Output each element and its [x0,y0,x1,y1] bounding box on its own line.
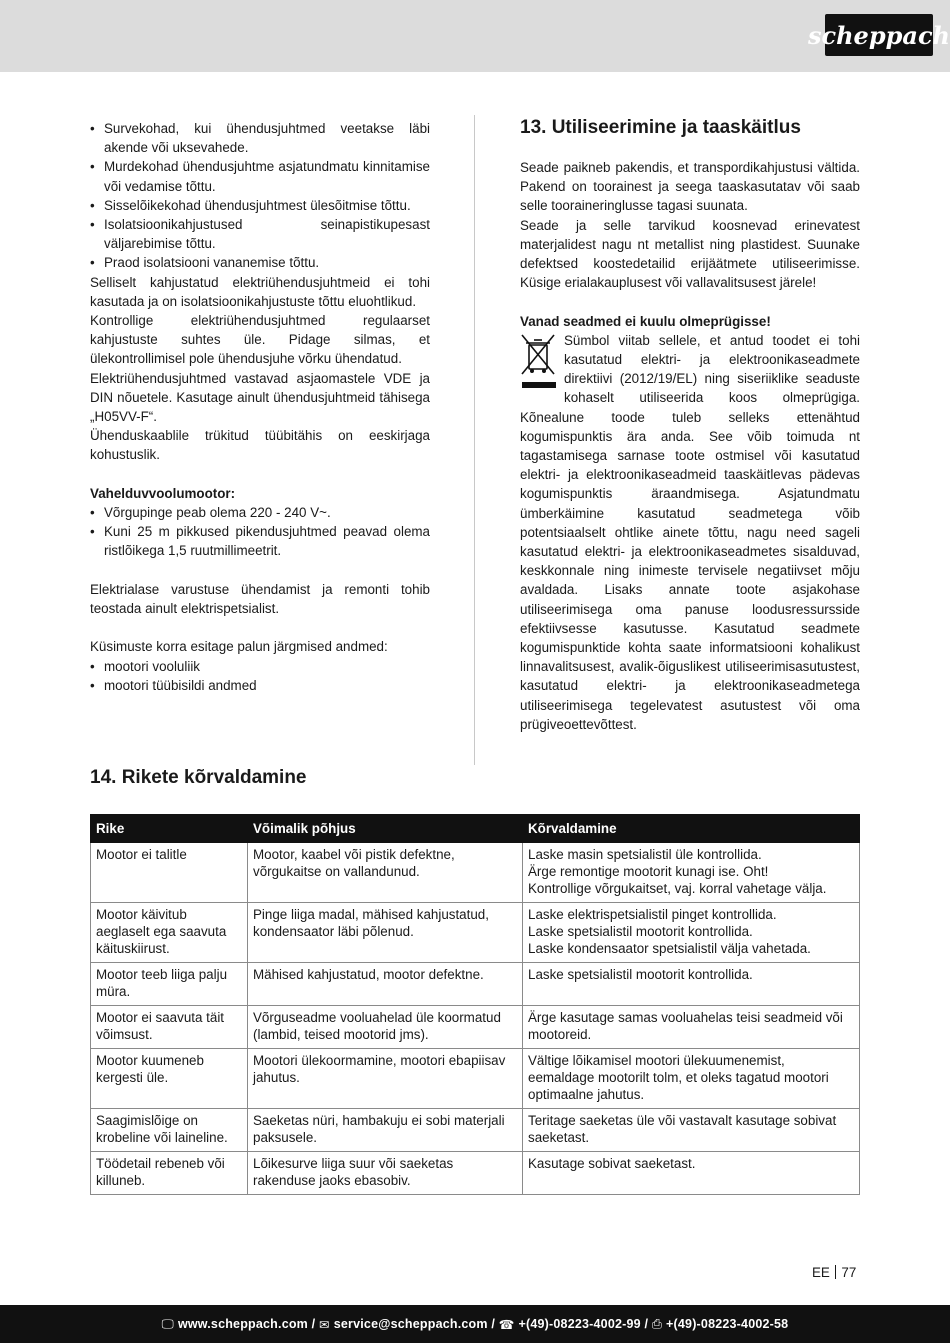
section-14-heading: 14. Rikete kõrvaldamine [90,767,307,788]
list-item: • Kuni 25 m pikkused pikendusjuhtmed peavad olema ristlõikega 1,5 ruutmillimeetrit. [90,522,430,560]
remedy-cell [523,1006,860,1049]
paragraph: Ühenduskaablile trükitud tüübitähis on eeskirjaga kohustuslik. [90,428,430,463]
phone-icon: ☎ [498,1317,515,1332]
remedy-cell [523,843,860,903]
paragraph: Küsimuste korra esitage palun järgmised andmed: [90,639,388,655]
fault-cell: Mootor ei saavuta täit võimsust. [91,1006,248,1049]
page-separator [835,1265,837,1279]
footer-fax: +(49)-08223-4002-58 [666,1317,789,1331]
cause-cell: Pinge liiga madal, mähised kahjustatud, kondensaator läbi põlenud. [248,903,523,963]
scheppach-logo: scheppach [825,14,933,56]
cause-cell: Lõikesurve liiga suur või saeketas rakenduse jaoks ebasobiv. [248,1152,523,1195]
paragraph: Elektrialase varustuse ühendamist ja remonti tohib teostada ainult elektrispetsialist. [90,581,430,617]
mail-icon: ✉ [319,1317,330,1332]
remedy-line: Ärge remontige mootorit kunagi ise. Oht! [528,864,769,879]
right-column [520,158,860,734]
list-item: • Sisselõikekohad ühendusjuhtmest ülesõitmise tõttu. [90,196,430,215]
table-row [91,843,860,903]
motor-heading: Vahelduvvoolumootor: [90,485,236,501]
list-item: • Murdekohad ühendusjuhtme asjatundmatu kinnitamise või vedamise tõttu. [90,157,430,195]
page-num: 77 [841,1265,857,1280]
remedy-line: Kontrollige võrgukaitset, vaj. korral vahetage välja. [528,881,827,896]
table-header-row [91,815,860,843]
column-header: Võimalik põhjus [248,815,523,843]
list-item: • Praod isolatsiooni vananemise tõttu. [90,253,430,272]
remedy-line: Vältige lõikamisel mootori ülekuumenemist, eemaldage mootorilt tolm, et oleks tagatud mootori optimaalne jahutus. [528,1053,829,1102]
cause-cell: Mootori ülekoormamine, mootori ebapiisav jahutus. [248,1049,523,1109]
remedy-line: Laske spetsialistil mootorit kontrollida. [528,924,753,939]
waste-heading: Vanad seadmed ei kuulu olmeprügisse! [520,313,771,329]
table-row [91,1152,860,1195]
remedy-line: Laske spetsialistil mootorit kontrollida. [528,967,753,982]
remedy-line: Laske elektrispetsialistil pinget kontrollida. [528,907,777,922]
remedy-line: Laske masin spetsialistil üle kontrollida. [528,847,762,862]
footer-web-link[interactable]: www.scheppach.com / [177,1317,316,1331]
column-header: Rike [91,815,248,843]
cause-cell: Mootor, kaabel või pistik defektne, võrgukaitse on vallandunud. [248,843,523,903]
crossed-bin-icon [520,332,558,392]
page-number [812,1265,856,1280]
footer-email-link[interactable]: service@scheppach.com / [333,1317,496,1331]
cause-cell: Võrguseadme vooluahelad üle koormatud (lambid, teised mootorid jms). [248,1006,523,1049]
remedy-cell [523,903,860,963]
fault-cell: Mootor käivitub aeglaselt ega saavuta käituskiirust. [91,903,248,963]
paragraph: Elektriühendusjuhtmed vastavad asjaomastele VDE ja DIN nõuetele. Kasutage ainult ühendusjuhtmeid tähisega „H05VV-F“. [90,370,430,425]
list-item: • mootori tüübisildi andmed [90,676,430,695]
table-row [91,903,860,963]
fault-cell: Mootor ei talitle [91,843,248,903]
remedy-cell [523,1152,860,1195]
paragraph: Kontrollige elektriühendusjuhtmed regulaarset kahjustuste suhtes üle. Pidage silmas, et ülekontrollimisel pole ühendusjuhe võrku ühendatud. [90,313,430,367]
motor-list [90,503,430,561]
data-list [90,657,430,695]
list-item: • mootori vooluliik [90,657,430,676]
fault-cell: Saagimislõige on krobeline või laineline. [91,1109,248,1152]
left-column [90,119,430,695]
paragraph: Seade ja selle tarvikud koosnevad erinevatest materjalidest nagu nt metallist ning plastidest. Suunake defektsed koostedetailid erijäätmete utiliseerimisse. Küsige erialakauplusest või vallavalitsusest järele! [520,217,860,291]
footer-phone: +(49)-08223-4002-99 / [518,1317,649,1331]
list-item: • Isolatsioonikahjustused seinapistikupesast väljarebimise tõttu. [90,215,430,253]
remedy-cell [523,1109,860,1152]
remedy-line: Laske kondensaator spetsialistil välja vahetada. [528,941,811,956]
fault-cell: Mootor teeb liiga palju müra. [91,963,248,1006]
remedy-line: Kasutage sobivat saeketast. [528,1156,696,1171]
weee-paragraph [520,331,860,734]
computer-icon: 🖵 [161,1316,174,1331]
footer-bar [0,1305,950,1343]
cause-cell: Mähised kahjustatud, mootor defektne. [248,963,523,1006]
remedy-cell [523,963,860,1006]
page-lang: EE [812,1265,830,1280]
table-row [91,963,860,1006]
fault-cell: Töödetail rebeneb või killuneb. [91,1152,248,1195]
remedy-line: Teritage saeketas üle või vastavalt kasutage sobivat saeketast. [528,1113,837,1145]
list-item: • Survekohad, kui ühendusjuhtmed veetakse läbi akende või uksevahede. [90,119,430,157]
table-row [91,1049,860,1109]
cause-cell: Saeketas nüri, hambakuju ei sobi materjali paksusele. [248,1109,523,1152]
cable-damage-list [90,119,430,273]
list-item: • Võrgupinge peab olema 220 - 240 V~. [90,503,430,522]
paragraph: Sümbol viitab sellele, et antud toodet ei tohi kasutatud elektri- ja elektroonikaseadmete direktiivi (2012/19/EL) ning siseriiklike seaduste kohaselt utiliseerida koos olmeprügiga. Kõnealune toode tuleb selleks ettenähtud kogumispunktis ära anda. See võib toimuda nt tagastamisega sarnase toote ostmisel või kasutatud elektri- ja elektroonikaseadmeid taaskäitlevas pädevas kogumispunktis äraandmisega. Asjatundmatu ümberkäimine kasutatud seadmetega võib potentsiaalselt ohtlike ainete tõttu, nagu need sageli kasutatud elektri- ja elektroonikaseadmetes sisalduvad, keskkonnale ning inimeste tervisele negatiivset mõju avaldada. Lisaks annate toote asjakohase utiliseerimisega oma panuse loodusressursside efektiivsesse kasutusse. Kasutatud seadmete kogumispunktide kohta saate informatsiooni kohalikust linnavalitsusest, avalik-õiguslikest utiliseerimisasutustest, kasutatud elektri- ja elektroonikaseadmetega utiliseerimisega tegelevatest asutustest või oma prügiveoettevõttest. [520,332,860,732]
column-header: Kõrvaldamine [523,815,860,843]
table-row [91,1006,860,1049]
remedy-line: Ärge kasutage samas vooluahelas teisi seadmeid või mootoreid. [528,1010,843,1042]
paragraph: Seade paikneb pakendis, et transpordikahjustusi vältida. Pakend on toorainest ja seega taaskasutatav või saab selle tooraineringlusse tagasi suunata. [520,160,860,214]
fault-cell: Mootor kuumeneb kergesti üle. [91,1049,248,1109]
fax-icon: ⎙ [651,1316,663,1331]
remedy-cell [523,1049,860,1109]
table-row [91,1109,860,1152]
paragraph: Selliselt kahjustatud elektriühendusjuhtmeid ei tohi kasutada ja on isolatsioonikahjustuste tõttu eluohtlikud. [90,274,430,309]
column-divider [474,115,475,765]
troubleshooting-table [90,814,860,1195]
section-13-heading: 13. Utiliseerimine ja taaskäitlus [520,117,801,138]
